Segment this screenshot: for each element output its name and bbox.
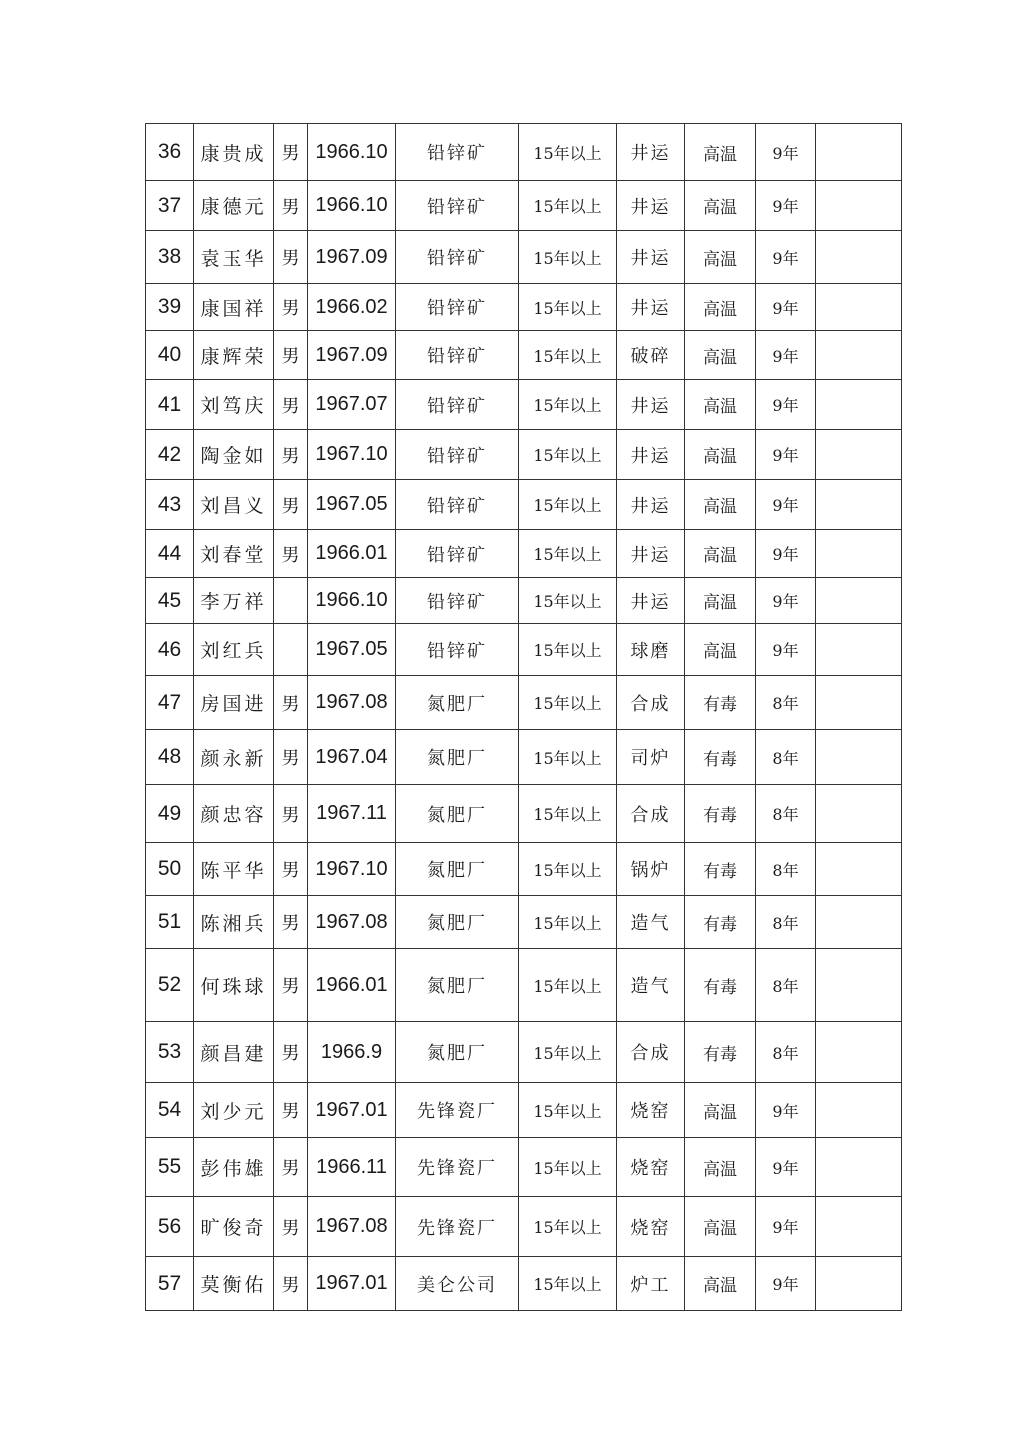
cell-unit: 氮肥厂 bbox=[396, 949, 519, 1022]
table-row bbox=[146, 896, 902, 949]
cell-type: 高温 bbox=[685, 1138, 756, 1197]
cell-sex: 男 bbox=[274, 1257, 308, 1311]
cell-job: 烧窑 bbox=[617, 1138, 685, 1197]
cell-unit: 氮肥厂 bbox=[396, 896, 519, 949]
cell-birth: 1966.01 bbox=[308, 530, 396, 578]
cell-note bbox=[816, 578, 902, 624]
cell-name: 陶金如 bbox=[194, 430, 274, 480]
cell-name: 陈平华 bbox=[194, 843, 274, 896]
cell-birth: 1966.02 bbox=[308, 284, 396, 331]
cell-no: 41 bbox=[146, 380, 194, 430]
cell-type: 高温 bbox=[685, 480, 756, 530]
cell-sex: 男 bbox=[274, 1138, 308, 1197]
cell-name: 彭伟雄 bbox=[194, 1138, 274, 1197]
cell-type: 高温 bbox=[685, 1083, 756, 1138]
cell-unit: 铅锌矿 bbox=[396, 430, 519, 480]
cell-no: 56 bbox=[146, 1197, 194, 1257]
cell-no: 52 bbox=[146, 949, 194, 1022]
cell-name: 何珠球 bbox=[194, 949, 274, 1022]
cell-birth: 1967.05 bbox=[308, 624, 396, 676]
cell-unit: 先锋瓷厂 bbox=[396, 1197, 519, 1257]
cell-early: 8年 bbox=[756, 785, 816, 843]
cell-job: 井运 bbox=[617, 530, 685, 578]
cell-type: 有毒 bbox=[685, 896, 756, 949]
cell-birth: 1967.07 bbox=[308, 380, 396, 430]
cell-unit: 氮肥厂 bbox=[396, 676, 519, 730]
cell-name: 颜永新 bbox=[194, 730, 274, 785]
cell-early: 9年 bbox=[756, 284, 816, 331]
cell-name: 旷俊奇 bbox=[194, 1197, 274, 1257]
cell-birth: 1967.10 bbox=[308, 843, 396, 896]
cell-years: 15年以上 bbox=[519, 530, 617, 578]
cell-unit: 氮肥厂 bbox=[396, 785, 519, 843]
table-row bbox=[146, 430, 902, 480]
cell-sex: 男 bbox=[274, 785, 308, 843]
cell-no: 43 bbox=[146, 480, 194, 530]
cell-sex: 男 bbox=[274, 1197, 308, 1257]
cell-years: 15年以上 bbox=[519, 1083, 617, 1138]
cell-years: 15年以上 bbox=[519, 480, 617, 530]
table-row bbox=[146, 785, 902, 843]
cell-note bbox=[816, 896, 902, 949]
cell-unit: 铅锌矿 bbox=[396, 284, 519, 331]
cell-unit: 铅锌矿 bbox=[396, 380, 519, 430]
cell-type: 有毒 bbox=[685, 676, 756, 730]
table-body bbox=[146, 124, 902, 1311]
cell-no: 54 bbox=[146, 1083, 194, 1138]
cell-job: 井运 bbox=[617, 578, 685, 624]
table-row bbox=[146, 624, 902, 676]
cell-sex: 男 bbox=[274, 430, 308, 480]
cell-unit: 铅锌矿 bbox=[396, 530, 519, 578]
table-row bbox=[146, 181, 902, 231]
cell-early: 9年 bbox=[756, 480, 816, 530]
cell-note bbox=[816, 730, 902, 785]
cell-unit: 铅锌矿 bbox=[396, 331, 519, 380]
cell-job: 造气 bbox=[617, 896, 685, 949]
cell-no: 55 bbox=[146, 1138, 194, 1197]
cell-sex: 男 bbox=[274, 331, 308, 380]
cell-type: 高温 bbox=[685, 1257, 756, 1311]
cell-type: 高温 bbox=[685, 380, 756, 430]
cell-job: 球磨 bbox=[617, 624, 685, 676]
cell-note bbox=[816, 1257, 902, 1311]
cell-no: 37 bbox=[146, 181, 194, 231]
cell-years: 15年以上 bbox=[519, 430, 617, 480]
cell-early: 9年 bbox=[756, 530, 816, 578]
cell-early: 9年 bbox=[756, 1138, 816, 1197]
table-row bbox=[146, 331, 902, 380]
cell-type: 有毒 bbox=[685, 843, 756, 896]
cell-birth: 1966.10 bbox=[308, 578, 396, 624]
table-row bbox=[146, 124, 902, 181]
cell-note bbox=[816, 380, 902, 430]
table-row bbox=[146, 1138, 902, 1197]
cell-job: 井运 bbox=[617, 124, 685, 181]
cell-unit: 铅锌矿 bbox=[396, 480, 519, 530]
cell-birth: 1967.11 bbox=[308, 785, 396, 843]
table-row bbox=[146, 1022, 902, 1083]
cell-years: 15年以上 bbox=[519, 1197, 617, 1257]
cell-early: 8年 bbox=[756, 1022, 816, 1083]
cell-early: 8年 bbox=[756, 843, 816, 896]
cell-type: 高温 bbox=[685, 331, 756, 380]
cell-no: 57 bbox=[146, 1257, 194, 1311]
cell-name: 房国进 bbox=[194, 676, 274, 730]
cell-note bbox=[816, 231, 902, 284]
cell-birth: 1967.04 bbox=[308, 730, 396, 785]
cell-note bbox=[816, 785, 902, 843]
cell-unit: 氮肥厂 bbox=[396, 1022, 519, 1083]
cell-note bbox=[816, 1197, 902, 1257]
cell-note bbox=[816, 284, 902, 331]
cell-job: 井运 bbox=[617, 430, 685, 480]
cell-note bbox=[816, 124, 902, 181]
cell-early: 8年 bbox=[756, 949, 816, 1022]
table-row bbox=[146, 730, 902, 785]
cell-years: 15年以上 bbox=[519, 578, 617, 624]
cell-sex: 男 bbox=[274, 530, 308, 578]
cell-early: 9年 bbox=[756, 430, 816, 480]
cell-early: 9年 bbox=[756, 578, 816, 624]
cell-name: 康贵成 bbox=[194, 124, 274, 181]
cell-early: 9年 bbox=[756, 1083, 816, 1138]
cell-job: 烧窑 bbox=[617, 1197, 685, 1257]
cell-birth: 1966.9 bbox=[308, 1022, 396, 1083]
cell-unit: 铅锌矿 bbox=[396, 578, 519, 624]
cell-job: 井运 bbox=[617, 231, 685, 284]
cell-no: 40 bbox=[146, 331, 194, 380]
cell-sex: 男 bbox=[274, 380, 308, 430]
cell-no: 38 bbox=[146, 231, 194, 284]
cell-early: 9年 bbox=[756, 1197, 816, 1257]
cell-name: 颜昌建 bbox=[194, 1022, 274, 1083]
cell-no: 42 bbox=[146, 430, 194, 480]
cell-years: 15年以上 bbox=[519, 331, 617, 380]
cell-sex: 男 bbox=[274, 896, 308, 949]
cell-note bbox=[816, 1083, 902, 1138]
cell-name: 袁玉华 bbox=[194, 231, 274, 284]
cell-birth: 1967.10 bbox=[308, 430, 396, 480]
cell-type: 高温 bbox=[685, 124, 756, 181]
cell-job: 造气 bbox=[617, 949, 685, 1022]
table-row bbox=[146, 1197, 902, 1257]
cell-type: 高温 bbox=[685, 624, 756, 676]
cell-sex: 男 bbox=[274, 1022, 308, 1083]
cell-birth: 1967.01 bbox=[308, 1083, 396, 1138]
cell-sex bbox=[274, 624, 308, 676]
cell-job: 合成 bbox=[617, 785, 685, 843]
cell-years: 15年以上 bbox=[519, 676, 617, 730]
cell-name: 刘笃庆 bbox=[194, 380, 274, 430]
cell-job: 炉工 bbox=[617, 1257, 685, 1311]
cell-no: 39 bbox=[146, 284, 194, 331]
cell-job: 破碎 bbox=[617, 331, 685, 380]
cell-unit: 先锋瓷厂 bbox=[396, 1138, 519, 1197]
cell-type: 高温 bbox=[685, 430, 756, 480]
table-row bbox=[146, 1083, 902, 1138]
cell-name: 刘少元 bbox=[194, 1083, 274, 1138]
cell-years: 15年以上 bbox=[519, 1138, 617, 1197]
cell-job: 合成 bbox=[617, 676, 685, 730]
cell-unit: 氮肥厂 bbox=[396, 730, 519, 785]
cell-job: 烧窑 bbox=[617, 1083, 685, 1138]
cell-name: 康辉荣 bbox=[194, 331, 274, 380]
cell-name: 颜忠容 bbox=[194, 785, 274, 843]
table-row bbox=[146, 1257, 902, 1311]
cell-type: 高温 bbox=[685, 231, 756, 284]
cell-birth: 1967.08 bbox=[308, 676, 396, 730]
cell-note bbox=[816, 181, 902, 231]
cell-birth: 1966.01 bbox=[308, 949, 396, 1022]
cell-early: 8年 bbox=[756, 676, 816, 730]
cell-birth: 1967.08 bbox=[308, 1197, 396, 1257]
cell-years: 15年以上 bbox=[519, 785, 617, 843]
cell-name: 刘春堂 bbox=[194, 530, 274, 578]
cell-birth: 1967.05 bbox=[308, 480, 396, 530]
cell-sex: 男 bbox=[274, 480, 308, 530]
cell-note bbox=[816, 530, 902, 578]
cell-birth: 1966.10 bbox=[308, 124, 396, 181]
cell-job: 合成 bbox=[617, 1022, 685, 1083]
cell-name: 刘昌义 bbox=[194, 480, 274, 530]
cell-birth: 1966.10 bbox=[308, 181, 396, 231]
cell-type: 高温 bbox=[685, 1197, 756, 1257]
cell-early: 9年 bbox=[756, 1257, 816, 1311]
table-row bbox=[146, 843, 902, 896]
cell-name: 刘红兵 bbox=[194, 624, 274, 676]
cell-unit: 铅锌矿 bbox=[396, 181, 519, 231]
cell-note bbox=[816, 624, 902, 676]
cell-early: 8年 bbox=[756, 896, 816, 949]
cell-no: 51 bbox=[146, 896, 194, 949]
cell-name: 莫衡佑 bbox=[194, 1257, 274, 1311]
cell-years: 15年以上 bbox=[519, 896, 617, 949]
cell-type: 有毒 bbox=[685, 1022, 756, 1083]
cell-no: 36 bbox=[146, 124, 194, 181]
cell-job: 井运 bbox=[617, 380, 685, 430]
cell-name: 康国祥 bbox=[194, 284, 274, 331]
table-row bbox=[146, 380, 902, 430]
cell-no: 46 bbox=[146, 624, 194, 676]
cell-years: 15年以上 bbox=[519, 380, 617, 430]
cell-unit: 先锋瓷厂 bbox=[396, 1083, 519, 1138]
cell-birth: 1967.08 bbox=[308, 896, 396, 949]
cell-early: 9年 bbox=[756, 124, 816, 181]
cell-job: 司炉 bbox=[617, 730, 685, 785]
cell-note bbox=[816, 480, 902, 530]
cell-name: 康德元 bbox=[194, 181, 274, 231]
cell-note bbox=[816, 1022, 902, 1083]
table-row bbox=[146, 480, 902, 530]
cell-sex: 男 bbox=[274, 284, 308, 331]
table-row bbox=[146, 284, 902, 331]
cell-no: 53 bbox=[146, 1022, 194, 1083]
cell-type: 有毒 bbox=[685, 730, 756, 785]
cell-unit: 美仑公司 bbox=[396, 1257, 519, 1311]
cell-birth: 1967.09 bbox=[308, 331, 396, 380]
table-row bbox=[146, 530, 902, 578]
table-row bbox=[146, 949, 902, 1022]
cell-sex: 男 bbox=[274, 949, 308, 1022]
cell-early: 9年 bbox=[756, 624, 816, 676]
cell-unit: 氮肥厂 bbox=[396, 843, 519, 896]
cell-unit: 铅锌矿 bbox=[396, 624, 519, 676]
cell-unit: 铅锌矿 bbox=[396, 124, 519, 181]
cell-no: 45 bbox=[146, 578, 194, 624]
cell-sex: 男 bbox=[274, 676, 308, 730]
cell-years: 15年以上 bbox=[519, 949, 617, 1022]
cell-no: 50 bbox=[146, 843, 194, 896]
cell-years: 15年以上 bbox=[519, 624, 617, 676]
table-row bbox=[146, 231, 902, 284]
cell-no: 49 bbox=[146, 785, 194, 843]
cell-type: 有毒 bbox=[685, 949, 756, 1022]
cell-note bbox=[816, 1138, 902, 1197]
table-row bbox=[146, 578, 902, 624]
cell-sex: 男 bbox=[274, 730, 308, 785]
cell-name: 李万祥 bbox=[194, 578, 274, 624]
cell-sex: 男 bbox=[274, 181, 308, 231]
cell-note bbox=[816, 676, 902, 730]
cell-sex: 男 bbox=[274, 1083, 308, 1138]
cell-job: 井运 bbox=[617, 181, 685, 231]
table-row bbox=[146, 676, 902, 730]
cell-years: 15年以上 bbox=[519, 124, 617, 181]
cell-note bbox=[816, 843, 902, 896]
cell-years: 15年以上 bbox=[519, 843, 617, 896]
cell-type: 高温 bbox=[685, 284, 756, 331]
cell-job: 锅炉 bbox=[617, 843, 685, 896]
cell-unit: 铅锌矿 bbox=[396, 231, 519, 284]
cell-early: 9年 bbox=[756, 181, 816, 231]
cell-sex: 男 bbox=[274, 843, 308, 896]
cell-note bbox=[816, 430, 902, 480]
cell-years: 15年以上 bbox=[519, 730, 617, 785]
cell-note bbox=[816, 949, 902, 1022]
cell-no: 44 bbox=[146, 530, 194, 578]
cell-years: 15年以上 bbox=[519, 181, 617, 231]
cell-birth: 1966.11 bbox=[308, 1138, 396, 1197]
cell-birth: 1967.09 bbox=[308, 231, 396, 284]
cell-type: 高温 bbox=[685, 181, 756, 231]
cell-years: 15年以上 bbox=[519, 231, 617, 284]
cell-sex: 男 bbox=[274, 231, 308, 284]
cell-early: 9年 bbox=[756, 231, 816, 284]
cell-birth: 1967.01 bbox=[308, 1257, 396, 1311]
cell-type: 高温 bbox=[685, 530, 756, 578]
cell-type: 有毒 bbox=[685, 785, 756, 843]
cell-type: 高温 bbox=[685, 578, 756, 624]
cell-years: 15年以上 bbox=[519, 1022, 617, 1083]
cell-sex: 男 bbox=[274, 124, 308, 181]
cell-no: 48 bbox=[146, 730, 194, 785]
cell-note bbox=[816, 331, 902, 380]
cell-sex bbox=[274, 578, 308, 624]
cell-job: 井运 bbox=[617, 480, 685, 530]
worker-roster-table bbox=[145, 123, 902, 1311]
cell-years: 15年以上 bbox=[519, 1257, 617, 1311]
cell-early: 9年 bbox=[756, 380, 816, 430]
cell-years: 15年以上 bbox=[519, 284, 617, 331]
cell-no: 47 bbox=[146, 676, 194, 730]
cell-job: 井运 bbox=[617, 284, 685, 331]
cell-name: 陈湘兵 bbox=[194, 896, 274, 949]
cell-early: 8年 bbox=[756, 730, 816, 785]
cell-early: 9年 bbox=[756, 331, 816, 380]
